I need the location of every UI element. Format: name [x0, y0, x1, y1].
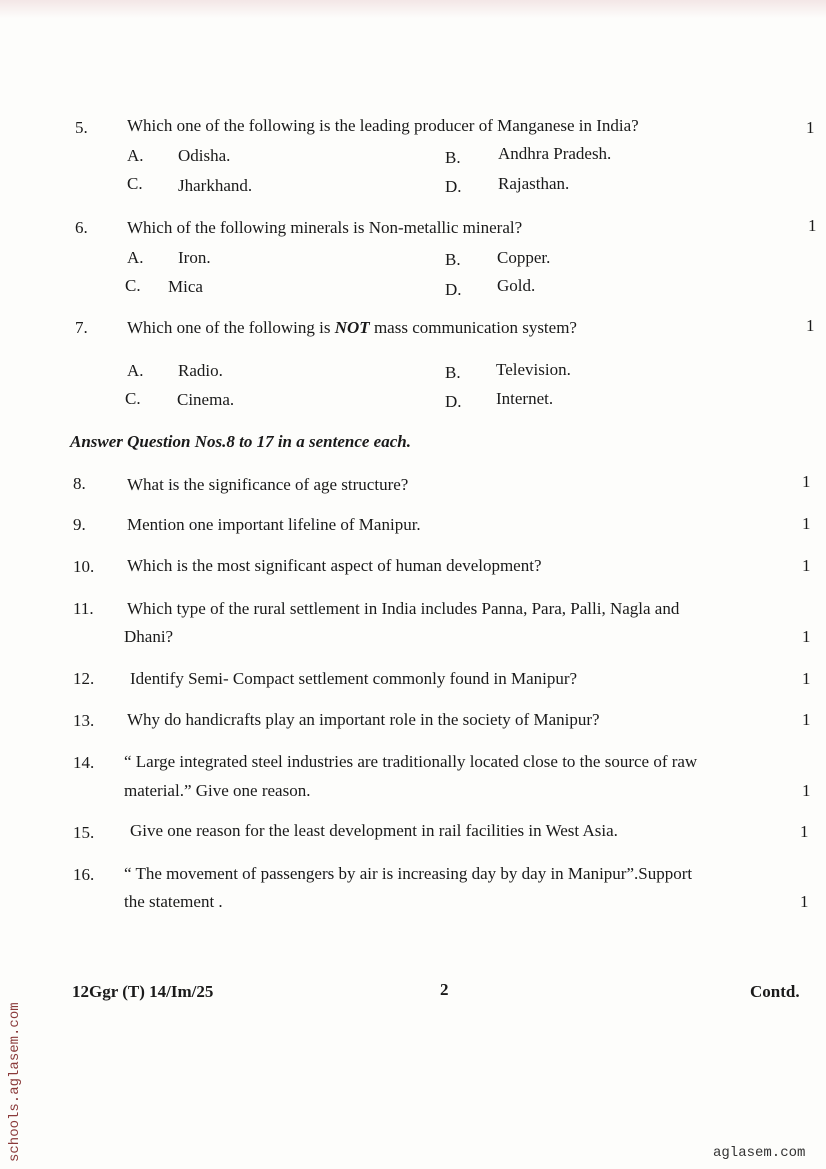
question-text-cont: material.” Give one reason. [124, 781, 311, 800]
option-label: A. [127, 361, 144, 380]
scan-top-edge [0, 0, 826, 18]
question-text [127, 318, 577, 338]
marks: 1 [802, 710, 811, 729]
option-label: B. [445, 148, 461, 167]
question-number: 9. [73, 515, 86, 534]
marks: 1 [802, 556, 811, 575]
option-b: Copper. [497, 248, 551, 267]
option-label: A. [127, 146, 144, 165]
question-number: 14. [73, 753, 95, 772]
option-c: Mica [168, 277, 203, 296]
option-c: Cinema. [177, 390, 235, 409]
question-text: “ Large integrated steel industries are traditionally located close to the source of raw [124, 752, 698, 771]
question-text: Which is the most significant aspect of human development? [127, 556, 542, 575]
paper-code: 12Ggr (T) 14/Im/25 [72, 982, 214, 1001]
text-part: Which one of the following is [127, 318, 335, 337]
question-number: 8. [73, 474, 86, 493]
option-a: Odisha. [178, 146, 231, 165]
option-d: Rajasthan. [498, 174, 570, 193]
contd-label: Contd. [750, 982, 800, 1001]
marks: 1 [800, 822, 809, 841]
marks: 1 [802, 627, 811, 646]
question-text: Which of the following minerals is Non-metallic mineral? [127, 218, 523, 237]
marks: 1 [802, 472, 811, 491]
option-label: C. [127, 174, 143, 193]
question-number: 11. [73, 599, 94, 618]
option-d: Gold. [497, 276, 536, 295]
question-text: Which one of the following is the leading producer of Manganese in India? [127, 116, 639, 135]
option-label: B. [445, 250, 461, 269]
option-c: Jharkhand. [178, 176, 253, 195]
marks: 1 [806, 316, 815, 335]
question-number: 10. [73, 557, 95, 576]
option-a: Iron. [178, 248, 211, 267]
option-label: D. [445, 280, 462, 299]
option-label: C. [125, 389, 141, 408]
text-part: mass communication system? [369, 318, 577, 337]
question-text: Why do handicrafts play an important role in the society of Manipur? [127, 710, 600, 729]
question-number: 16. [73, 865, 95, 884]
question-text: Identify Semi- Compact settlement commonly found in Manipur? [130, 669, 578, 688]
question-text: Mention one important lifeline of Manipur. [127, 515, 421, 534]
corner-watermark: aglasem.com [713, 1145, 806, 1161]
marks: 1 [806, 118, 815, 137]
marks: 1 [808, 216, 817, 235]
marks: 1 [802, 781, 811, 800]
question-text: Give one reason for the least development in rail facilities in West Asia. [130, 821, 618, 840]
question-number: 6. [75, 218, 88, 237]
marks: 1 [802, 669, 811, 688]
option-label: C. [125, 276, 141, 295]
option-label: D. [445, 392, 462, 411]
option-d: Internet. [496, 389, 554, 408]
question-number: 12. [73, 669, 95, 688]
side-watermark: schools.aglasem.com [7, 1002, 23, 1162]
option-b: Andhra Pradesh. [498, 144, 612, 163]
marks: 1 [800, 892, 809, 911]
question-text: Which type of the rural settlement in India includes Panna, Para, Palli, Nagla and [127, 599, 680, 618]
question-text: “ The movement of passengers by air is increasing day by day in Manipur”.Support [124, 864, 693, 883]
page-number: 2 [440, 980, 449, 999]
option-label: A. [127, 248, 144, 267]
emphasis: NOT [334, 318, 370, 337]
section-instruction: Answer Question Nos.8 to 17 in a sentence each. [70, 432, 411, 451]
option-b: Television. [496, 360, 571, 379]
question-number: 5. [75, 118, 88, 137]
question-number: 7. [75, 318, 88, 337]
marks: 1 [802, 514, 811, 533]
option-a: Radio. [178, 361, 223, 380]
question-text-cont: Dhani? [124, 627, 174, 646]
question-text-cont: the statement . [124, 892, 223, 911]
question-text: What is the significance of age structure? [127, 475, 409, 494]
option-label: D. [445, 177, 462, 196]
option-label: B. [445, 363, 461, 382]
question-number: 15. [73, 823, 95, 842]
question-number: 13. [73, 711, 95, 730]
